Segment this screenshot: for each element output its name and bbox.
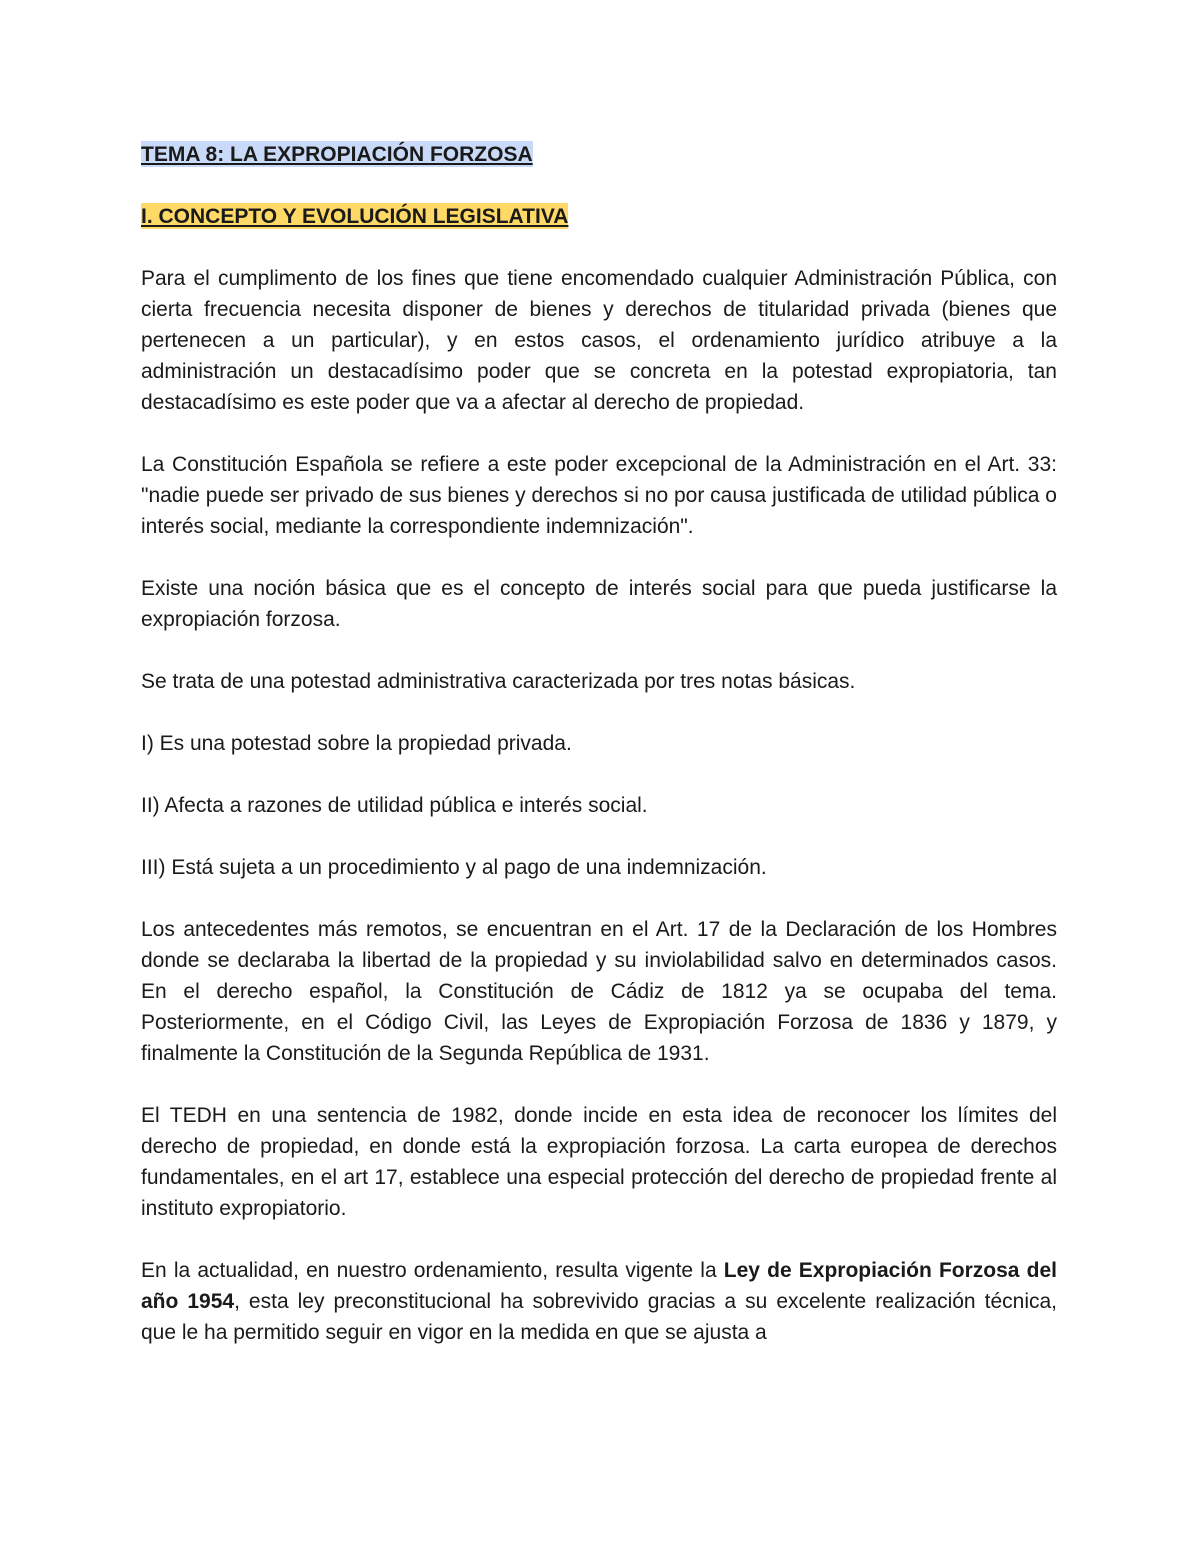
section-heading [141, 201, 1057, 232]
law-name-bold: Ley de Expropiación Forzosa del año 1954 [141, 1259, 1057, 1313]
paragraph-tedh: El TEDH en una sentencia de 1982, donde incide en esta idea de reconocer los límites del derecho de propiedad, en donde está la expropiación forzosa. La carta europea de derechos fundamentales, en el art 17, establece una especial protección del derecho de propiedad frente al instituto expropiatorio. [141, 1104, 1057, 1220]
list-item-note-2: II) Afecta a razones de utilidad pública e interés social. [141, 794, 648, 817]
list-item-note-3: III) Está sujeta a un procedimiento y al pago de una indemnización. [141, 856, 767, 879]
section-heading-text: I. CONCEPTO Y EVOLUCIÓN LEGISLATIVA [141, 205, 569, 228]
list-item-note-1: I) Es una potestad sobre la propiedad privada. [141, 732, 572, 755]
paragraph-current-law-lead: En la actualidad, en nuestro ordenamiento, resulta vigente la [141, 1259, 724, 1282]
paragraph-three-notes: Se trata de una potestad administrativa caracterizada por tres notas básicas. [141, 670, 856, 693]
paragraph-current-law [141, 1255, 1057, 1348]
document-title [141, 139, 1057, 170]
document-page [141, 139, 1057, 1348]
paragraph-constitution: La Constitución Española se refiere a este poder excepcional de la Administración en el Art. 33: "nadie puede ser privado de sus bienes y derechos si no por causa justificada de utilidad pública o interés social, mediante la correspondiente indemnización". [141, 453, 1057, 538]
paragraph-current-law-tail: , esta ley preconstitucional ha sobrevivido gracias a su excelente realización técnica, que le ha permitido seguir en vigor en la medida en que se ajusta a [141, 1290, 1057, 1344]
paragraph-social-interest: Existe una noción básica que es el concepto de interés social para que pueda justificarse la expropiación forzosa. [141, 577, 1057, 631]
paragraph-antecedents: Los antecedentes más remotos, se encuentran en el Art. 17 de la Declaración de los Hombres donde se declaraba la libertad de la propiedad y su inviolabilidad salvo en determinados casos. En el derecho español, la Constitución de Cádiz de 1812 ya se ocupaba del tema. Posteriormente, en el Código Civil, las Leyes de Expropiación Forzosa de 1836 y 1879, y finalmente la Constitución de la Segunda República de 1931. [141, 918, 1057, 1065]
paragraph-intro: Para el cumplimento de los fines que tiene encomendado cualquier Administración Pública, con cierta frecuencia necesita disponer de bienes y derechos de titularidad privada (bienes que pertenecen a un particular), y en estos casos, el ordenamiento jurídico atribuye a la administración un destacadísimo poder que se concreta en la potestad expropiatoria, tan destacadísimo es este poder que va a afectar al derecho de propiedad. [141, 267, 1057, 414]
document-title-text: TEMA 8: LA EXPROPIACIÓN FORZOSA [141, 143, 533, 166]
